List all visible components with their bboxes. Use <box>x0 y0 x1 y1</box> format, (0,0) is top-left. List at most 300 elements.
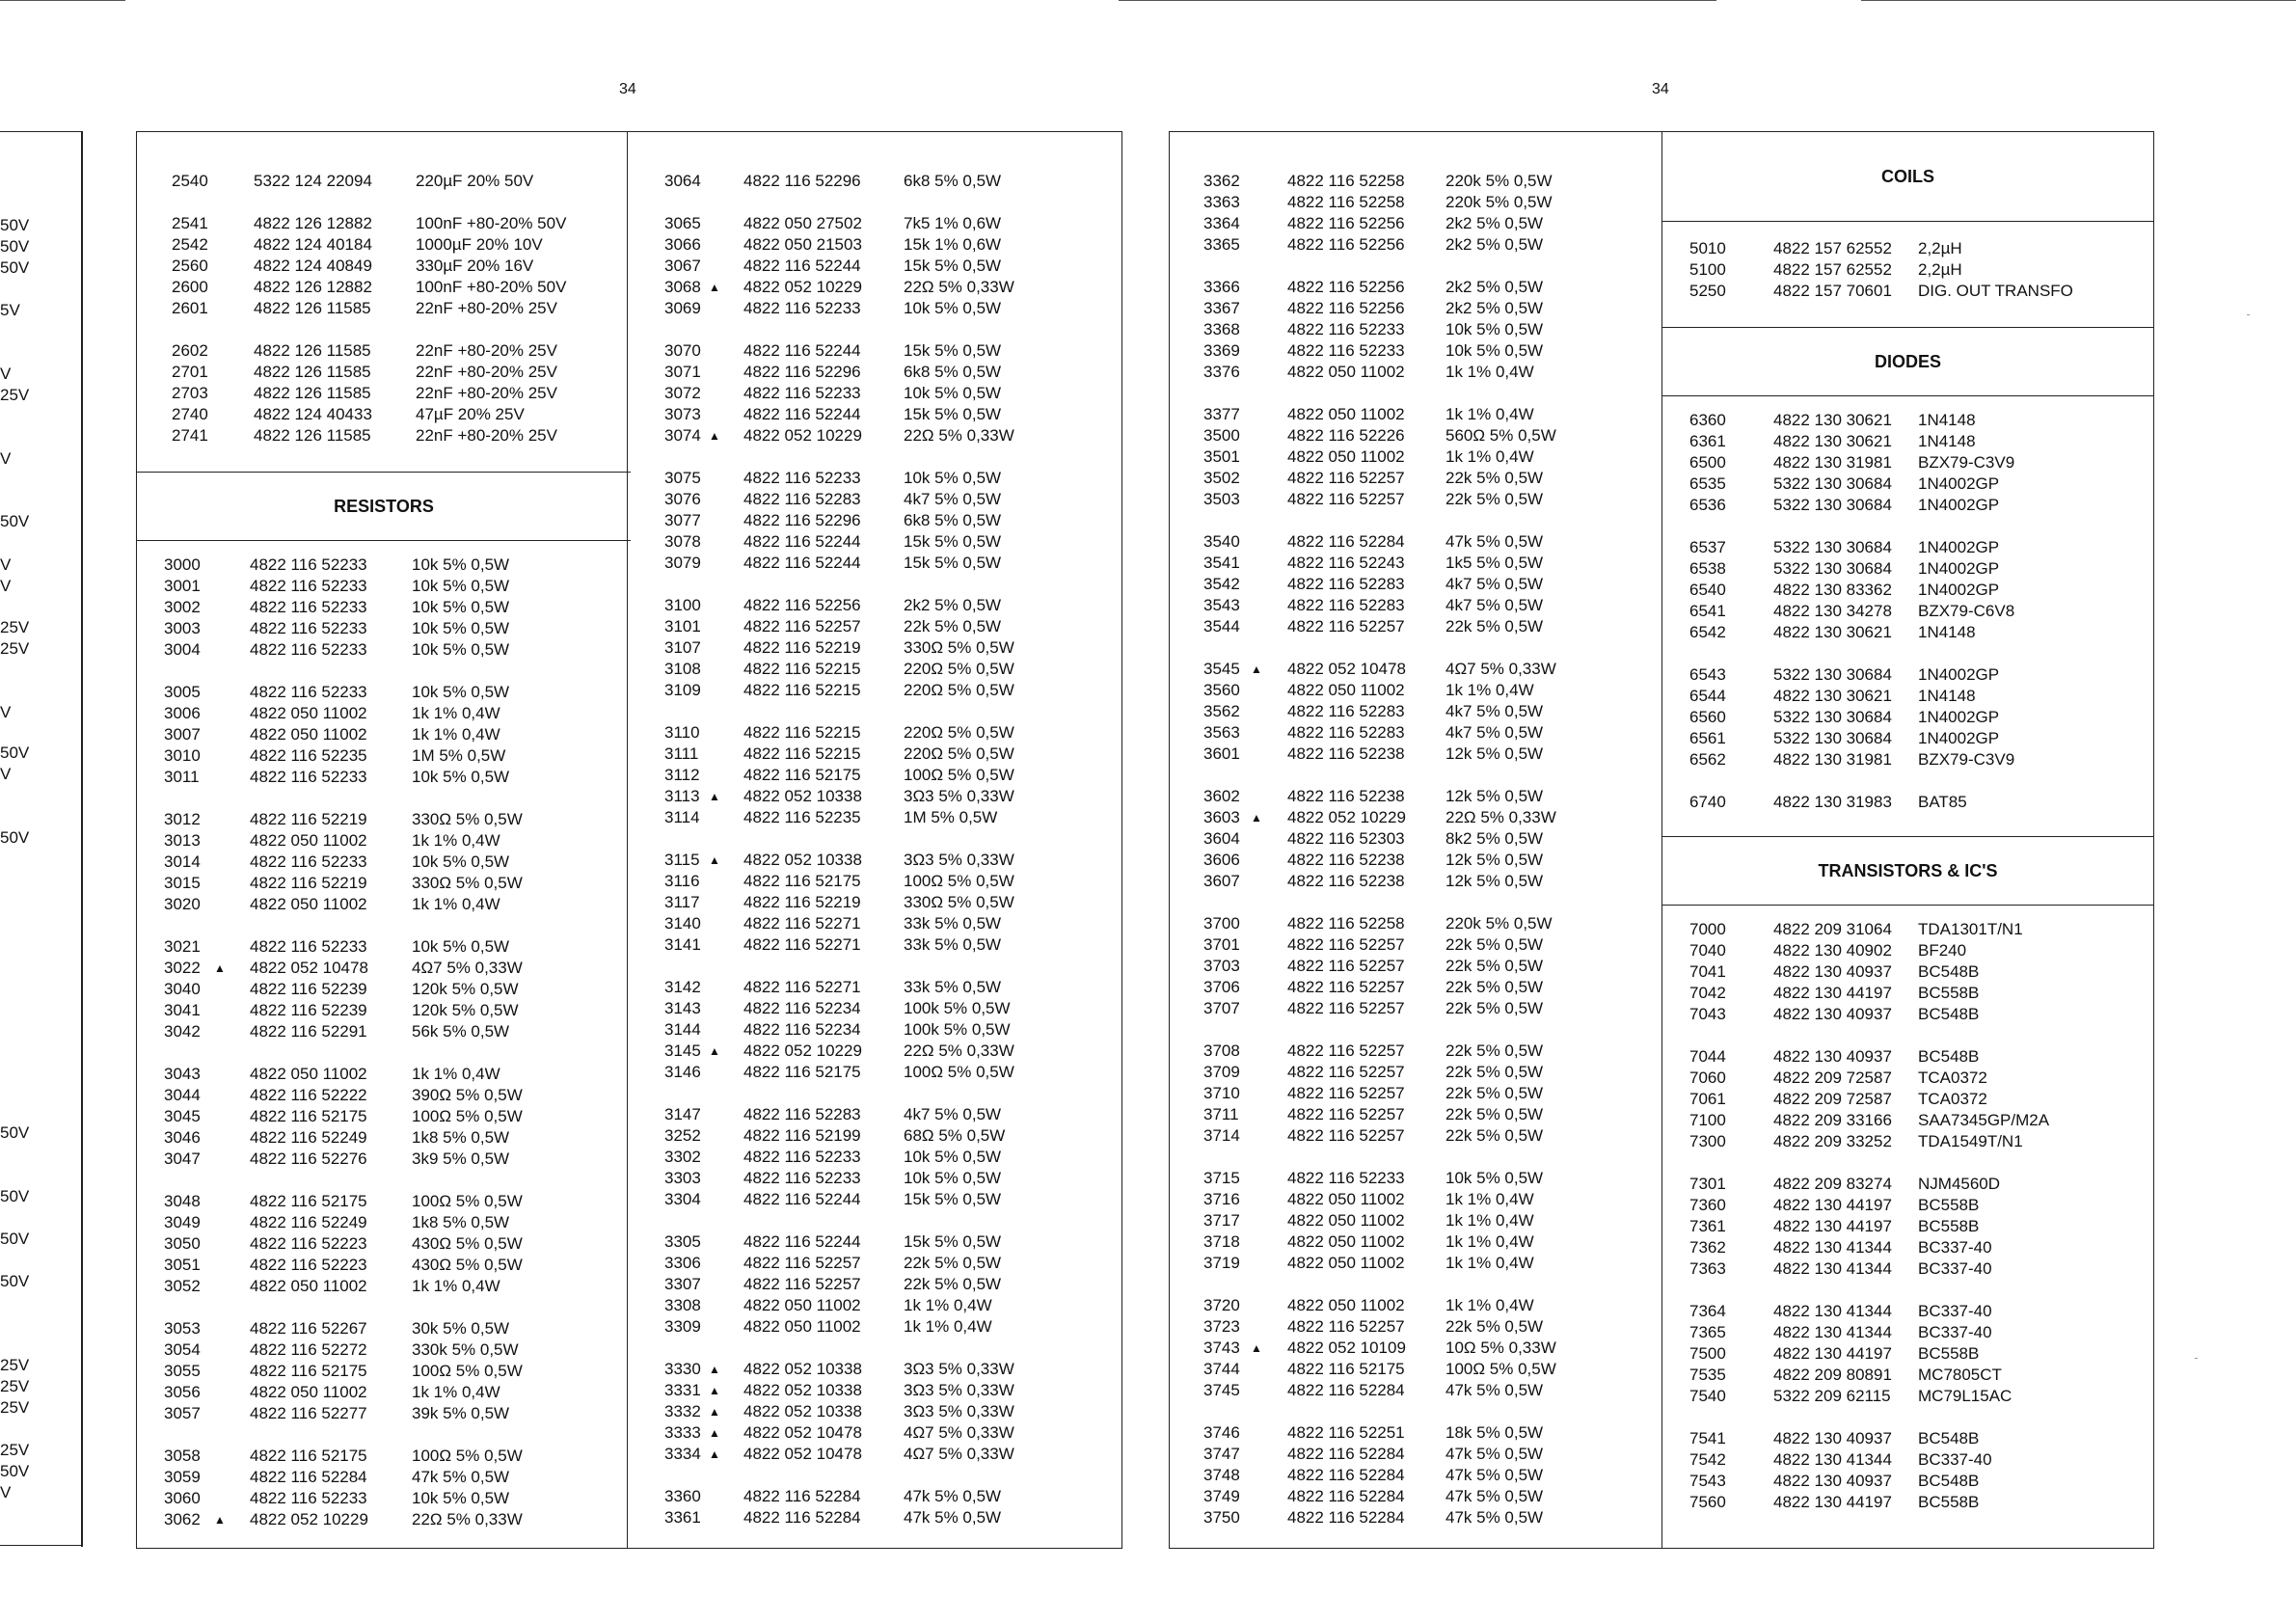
edge-text-fragment: 25V <box>0 1377 30 1395</box>
edge-text-fragment: 50V <box>0 1462 30 1480</box>
description: 15k 5% 0,5W <box>904 1190 1002 1208</box>
part-row <box>1662 1343 2153 1365</box>
position-number: 3744 <box>1203 1360 1240 1378</box>
part-row <box>1170 998 1665 1019</box>
part-row <box>1170 828 1665 850</box>
edge-text-fragment: 50V <box>0 1230 30 1248</box>
part-row <box>628 171 1121 192</box>
ordering-code: 4822 050 11002 <box>1287 405 1405 423</box>
part-row <box>137 830 631 852</box>
ordering-code: 4822 052 10338 <box>743 1360 862 1378</box>
description: TDA1549T/N1 <box>1918 1132 2023 1150</box>
position-number: 3377 <box>1203 405 1240 423</box>
part-row <box>137 767 631 788</box>
ordering-code: 5322 130 30684 <box>1773 665 1892 684</box>
position-number: 6544 <box>1689 687 1726 705</box>
description: 15k 5% 0,5W <box>904 1232 1002 1251</box>
description: 10k 5% 0,5W <box>904 1148 1002 1166</box>
ordering-code: 4822 116 52257 <box>1287 617 1405 636</box>
description: 47k 5% 0,5W <box>1445 1466 1544 1484</box>
position-number: 3112 <box>664 766 700 784</box>
position-number: 2740 <box>172 405 208 423</box>
resistors-heading: RESISTORS <box>137 472 631 541</box>
position-number: 3110 <box>664 723 700 742</box>
description: 4Ω7 5% 0,33W <box>904 1423 1014 1442</box>
part-row <box>1662 281 2153 302</box>
description: 10k 5% 0,5W <box>1445 1169 1544 1187</box>
description: 10k 5% 0,5W <box>904 1169 1002 1187</box>
ordering-code: 4822 130 44197 <box>1773 1196 1892 1214</box>
part-row <box>1170 616 1665 637</box>
part-row <box>628 1189 1121 1210</box>
part-row <box>628 213 1121 234</box>
part-row <box>1662 558 2153 580</box>
position-number: 7560 <box>1689 1493 1726 1511</box>
left-parts-panel <box>136 131 1122 1549</box>
position-number: 3052 <box>164 1277 201 1295</box>
ordering-code: 4822 116 52277 <box>250 1404 367 1422</box>
part-row <box>1170 171 1665 192</box>
ordering-code: 4822 130 41344 <box>1773 1238 1892 1257</box>
row-spacer <box>137 788 631 809</box>
part-row <box>137 1064 631 1085</box>
resistor-list-continued <box>628 171 1121 1528</box>
description: 4k7 5% 0,5W <box>904 1105 1002 1123</box>
description: 47k 5% 0,5W <box>1445 1487 1544 1505</box>
position-number: 3107 <box>664 638 701 657</box>
description: 4k7 5% 0,5W <box>1445 596 1544 614</box>
position-number: 7360 <box>1689 1196 1726 1214</box>
part-row <box>1170 701 1665 722</box>
ordering-code: 4822 116 52257 <box>1287 1317 1405 1336</box>
ordering-code: 4822 116 52257 <box>1287 469 1405 487</box>
row-spacer <box>1662 1407 2153 1428</box>
ordering-code: 4822 130 41344 <box>1773 1302 1892 1320</box>
position-number: 3700 <box>1203 914 1240 933</box>
ordering-code: 4822 116 52175 <box>743 872 861 890</box>
row-spacer <box>137 661 631 682</box>
description: 22nF +80-20% 25V <box>416 299 557 317</box>
description: 6k8 5% 0,5W <box>904 363 1002 381</box>
ordering-code: 4822 130 41344 <box>1773 1450 1892 1469</box>
ordering-code: 4822 116 52215 <box>743 681 861 699</box>
ordering-code: 4822 116 52303 <box>1287 829 1405 848</box>
part-row <box>628 1253 1121 1274</box>
description: 1k 1% 0,4W <box>1445 447 1534 466</box>
position-number: 7362 <box>1689 1238 1726 1257</box>
part-row <box>1170 1210 1665 1231</box>
position-number: 3708 <box>1203 1041 1240 1060</box>
part-row <box>1662 1216 2153 1237</box>
part-row <box>1170 1338 1665 1359</box>
position-number: 7060 <box>1689 1068 1726 1087</box>
position-number: 3046 <box>164 1128 201 1147</box>
ordering-code: 4822 050 11002 <box>1287 1254 1405 1272</box>
position-number: 3074 <box>664 426 701 445</box>
part-row <box>137 958 631 979</box>
description: 47k 5% 0,5W <box>1445 1381 1544 1399</box>
description: 10k 5% 0,5W <box>1445 320 1544 338</box>
safety-mark-icon: ▲ <box>709 1363 720 1376</box>
position-number: 3369 <box>1203 341 1240 360</box>
ordering-code: 4822 130 41344 <box>1773 1259 1892 1278</box>
previous-page-border-bottom <box>0 1545 82 1546</box>
description: 2,2µH <box>1918 260 1962 279</box>
description: 10Ω 5% 0,33W <box>1445 1339 1556 1357</box>
description: 430Ω 5% 0,5W <box>412 1256 523 1274</box>
description: BC337-40 <box>1918 1238 1992 1257</box>
position-number: 3302 <box>664 1148 701 1166</box>
part-row <box>137 1361 631 1382</box>
position-number: 7361 <box>1689 1217 1726 1235</box>
ordering-code: 4822 124 40184 <box>254 235 372 254</box>
position-number: 3072 <box>664 384 701 402</box>
part-row <box>628 1507 1121 1528</box>
description: 22k 5% 0,5W <box>1445 1105 1544 1123</box>
description: 6k8 5% 0,5W <box>904 511 1002 529</box>
part-row <box>628 362 1121 383</box>
position-number: 3144 <box>664 1020 701 1039</box>
description: BZX79-C6V8 <box>1918 602 2015 620</box>
edge-text-fragment: V <box>0 577 12 595</box>
position-number: 3051 <box>164 1256 201 1274</box>
position-number: 3749 <box>1203 1487 1240 1505</box>
ordering-code: 4822 116 52267 <box>250 1319 367 1338</box>
edge-text-fragment: V <box>0 1483 12 1501</box>
part-row <box>137 234 631 256</box>
position-number: 2540 <box>172 172 208 190</box>
part-row <box>1662 1195 2153 1216</box>
position-number: 7044 <box>1689 1047 1726 1066</box>
ordering-code: 4822 050 11002 <box>250 1277 367 1295</box>
part-row <box>628 913 1121 934</box>
part-row <box>137 362 631 383</box>
safety-mark-icon: ▲ <box>709 1447 720 1461</box>
position-number: 3365 <box>1203 235 1240 254</box>
description: 4k7 5% 0,5W <box>1445 575 1544 593</box>
position-number: 3147 <box>664 1105 701 1123</box>
part-row <box>1662 940 2153 961</box>
description: 22k 5% 0,5W <box>1445 1126 1544 1145</box>
part-row <box>628 786 1121 807</box>
row-spacer <box>1662 516 2153 537</box>
part-row <box>628 977 1121 998</box>
part-row <box>1662 749 2153 771</box>
ordering-code: 4822 116 52175 <box>250 1447 367 1465</box>
part-row <box>1170 1125 1665 1147</box>
description: 390Ω 5% 0,5W <box>412 1086 523 1104</box>
position-number: 3745 <box>1203 1381 1240 1399</box>
left-column-capacitors-resistors <box>137 132 631 1548</box>
part-row <box>137 1339 631 1361</box>
position-number: 3743 <box>1203 1339 1240 1357</box>
position-number: 6543 <box>1689 665 1726 684</box>
position-number: 3055 <box>164 1362 201 1380</box>
description: 47k 5% 0,5W <box>1445 1508 1544 1527</box>
ordering-code: 4822 130 83362 <box>1773 581 1892 599</box>
row-spacer <box>1170 510 1665 531</box>
part-row <box>1170 659 1665 680</box>
description: 12k 5% 0,5W <box>1445 872 1544 890</box>
ordering-code: 4822 116 52283 <box>1287 723 1405 742</box>
description: 1k 1% 0,4W <box>904 1317 992 1336</box>
row-spacer <box>1170 256 1665 277</box>
position-number: 3333 <box>664 1423 701 1442</box>
part-row <box>628 1359 1121 1380</box>
description: 10k 5% 0,5W <box>412 577 510 595</box>
description: 220Ω 5% 0,5W <box>904 660 1014 678</box>
description: 120k 5% 0,5W <box>412 1001 519 1019</box>
ordering-code: 4822 126 12882 <box>254 214 372 232</box>
part-row <box>628 1231 1121 1253</box>
description: 330Ω 5% 0,5W <box>412 810 523 828</box>
ordering-code: 4822 116 52244 <box>743 1190 861 1208</box>
ordering-code: 4822 116 52244 <box>743 405 861 423</box>
part-row <box>1170 489 1665 510</box>
ordering-code: 4822 116 52284 <box>1287 1466 1405 1484</box>
part-row <box>1662 1089 2153 1110</box>
description: NJM4560D <box>1918 1175 2001 1193</box>
position-number: 3109 <box>664 681 701 699</box>
description: 560Ω 5% 0,5W <box>1445 426 1556 445</box>
description: 22Ω 5% 0,33W <box>904 426 1014 445</box>
part-row <box>137 555 631 576</box>
part-row <box>1170 319 1665 340</box>
description: 100k 5% 0,5W <box>904 999 1011 1017</box>
description: 12k 5% 0,5W <box>1445 744 1544 763</box>
ordering-code: 4822 116 52243 <box>1287 554 1405 572</box>
description: BC337-40 <box>1918 1259 1992 1278</box>
part-row <box>628 510 1121 531</box>
ordering-code: 4822 116 52244 <box>743 532 861 551</box>
ordering-code: 4822 157 62552 <box>1773 260 1892 279</box>
ordering-code: 4822 130 31981 <box>1773 453 1892 472</box>
position-number: 2701 <box>172 363 208 381</box>
position-number: 3541 <box>1203 554 1240 572</box>
transistors-list <box>1662 919 2153 1513</box>
part-row <box>628 1380 1121 1401</box>
part-row <box>1662 728 2153 749</box>
description: 1M 5% 0,5W <box>904 808 998 826</box>
description: 10k 5% 0,5W <box>1445 341 1544 360</box>
description: 220k 5% 0,5W <box>1445 172 1553 190</box>
row-spacer <box>1170 1274 1665 1295</box>
position-number: 3500 <box>1203 426 1240 445</box>
position-number: 3332 <box>664 1402 701 1420</box>
part-row <box>1170 1189 1665 1210</box>
position-number: 3005 <box>164 683 201 701</box>
description: DIG. OUT TRANSFO <box>1918 282 2073 300</box>
row-spacer <box>1170 383 1665 404</box>
ordering-code: 4822 052 10229 <box>743 278 862 296</box>
part-row <box>1662 259 2153 281</box>
description: 100Ω 5% 0,5W <box>1445 1360 1556 1378</box>
description: BC548B <box>1918 1005 1980 1023</box>
part-row <box>1170 1316 1665 1338</box>
description: 47k 5% 0,5W <box>904 1508 1002 1527</box>
row-spacer <box>137 1170 631 1191</box>
position-number: 3022 <box>164 959 201 977</box>
description: 22nF +80-20% 25V <box>416 426 557 445</box>
part-row <box>137 213 631 234</box>
part-row <box>1662 238 2153 259</box>
description: 56k 5% 0,5W <box>412 1022 510 1041</box>
position-number: 3007 <box>164 725 201 744</box>
part-row <box>628 531 1121 553</box>
part-row <box>628 404 1121 425</box>
part-row <box>1662 1258 2153 1280</box>
position-number: 3001 <box>164 577 201 595</box>
description: 15k 5% 0,5W <box>904 532 1002 551</box>
description: 22k 5% 0,5W <box>1445 999 1544 1017</box>
column-coils-diodes-transistors <box>1661 132 2153 1548</box>
description: 4k7 5% 0,5W <box>1445 702 1544 720</box>
part-row <box>137 277 631 298</box>
edge-text-fragment: 50V <box>0 258 30 277</box>
description: 1k 1% 0,4W <box>1445 1211 1534 1230</box>
description: BC548B <box>1918 1047 1980 1066</box>
part-row <box>1170 531 1665 553</box>
position-number: 3141 <box>664 935 701 954</box>
description: 15k 5% 0,5W <box>904 554 1002 572</box>
part-row <box>1662 961 2153 983</box>
part-row <box>137 171 631 192</box>
ordering-code: 4822 050 11002 <box>743 1317 861 1336</box>
edge-text-fragment: V <box>0 555 12 574</box>
edge-text-fragment: 50V <box>0 828 30 847</box>
ordering-code: 4822 052 10478 <box>250 959 368 977</box>
part-row <box>1662 1386 2153 1407</box>
ordering-code: 4822 052 10338 <box>743 851 862 869</box>
description: 330Ω 5% 0,5W <box>904 638 1014 657</box>
description: 1M 5% 0,5W <box>412 746 506 765</box>
ordering-code: 4822 116 52296 <box>743 511 861 529</box>
position-number: 3501 <box>1203 447 1240 466</box>
part-row <box>628 637 1121 659</box>
position-number: 3363 <box>1203 193 1240 211</box>
description: 220Ω 5% 0,5W <box>904 723 1014 742</box>
part-row <box>1662 1131 2153 1152</box>
description: 3Ω3 5% 0,33W <box>904 787 1014 805</box>
column-resistors-3362 <box>1170 132 1665 1548</box>
position-number: 3076 <box>664 490 701 508</box>
row-spacer <box>628 1210 1121 1231</box>
part-row <box>1170 1359 1665 1380</box>
part-row <box>1170 1486 1665 1507</box>
ordering-code: 4822 130 40902 <box>1773 941 1892 960</box>
ordering-code: 4822 130 30621 <box>1773 623 1892 641</box>
ordering-code: 4822 130 44197 <box>1773 1344 1892 1363</box>
description: 22k 5% 0,5W <box>1445 978 1544 996</box>
position-number: 3334 <box>664 1445 701 1463</box>
description: 10k 5% 0,5W <box>412 937 510 956</box>
ordering-code: 4822 116 52235 <box>743 808 861 826</box>
description: BC548B <box>1918 1472 1980 1490</box>
ordering-code: 4822 130 40937 <box>1773 962 1892 981</box>
description: 2k2 5% 0,5W <box>1445 214 1544 232</box>
part-row <box>1170 595 1665 616</box>
ordering-code: 4822 130 44197 <box>1773 1493 1892 1511</box>
ordering-code: 4822 130 40937 <box>1773 1472 1892 1490</box>
position-number: 5100 <box>1689 260 1726 279</box>
position-number: 3006 <box>164 704 201 722</box>
part-row <box>1170 1041 1665 1062</box>
previous-page-border <box>81 131 83 1547</box>
description: 1N4148 <box>1918 432 1976 450</box>
part-row <box>1662 919 2153 940</box>
position-number: 3064 <box>664 172 701 190</box>
row-spacer <box>628 956 1121 977</box>
part-row <box>137 1021 631 1042</box>
part-row <box>1170 850 1665 871</box>
part-row <box>137 873 631 894</box>
part-row <box>1170 1465 1665 1486</box>
row-spacer <box>137 915 631 936</box>
position-number: 7365 <box>1689 1323 1726 1341</box>
ordering-code: 4822 052 10229 <box>1287 808 1406 826</box>
ordering-code: 5322 124 22094 <box>254 172 372 190</box>
part-row <box>137 682 631 703</box>
ordering-code: 4822 116 52233 <box>1287 341 1405 360</box>
position-number: 3145 <box>664 1041 701 1060</box>
ordering-code: 4822 116 52284 <box>743 1508 861 1527</box>
row-spacer <box>628 192 1121 213</box>
description: 4k7 5% 0,5W <box>1445 723 1544 742</box>
ordering-code: 4822 116 52233 <box>250 768 367 786</box>
ordering-code: 4822 116 52233 <box>1287 320 1405 338</box>
part-row <box>628 277 1121 298</box>
description: 1N4002GP <box>1918 665 2000 684</box>
ordering-code: 4822 052 10109 <box>1287 1339 1406 1357</box>
ordering-code: 4822 130 44197 <box>1773 1217 1892 1235</box>
ordering-code: 4822 116 52199 <box>743 1126 861 1145</box>
description: 15k 5% 0,5W <box>904 405 1002 423</box>
description: 4Ω7 5% 0,33W <box>904 1445 1014 1463</box>
description: 100Ω 5% 0,5W <box>412 1107 523 1125</box>
part-row <box>1662 473 2153 495</box>
position-number: 3602 <box>1203 787 1240 805</box>
description: 1k 1% 0,4W <box>1445 1296 1534 1314</box>
position-number: 3560 <box>1203 681 1240 699</box>
description: 30k 5% 0,5W <box>412 1319 510 1338</box>
position-number: 6500 <box>1689 453 1726 472</box>
row-spacer <box>1170 765 1665 786</box>
ordering-code: 4822 116 52244 <box>743 341 861 360</box>
part-row <box>1170 977 1665 998</box>
ordering-code: 4822 116 52233 <box>743 469 861 487</box>
ordering-code: 4822 116 52175 <box>743 766 861 784</box>
position-number: 3067 <box>664 257 701 275</box>
description: 33k 5% 0,5W <box>904 914 1002 933</box>
position-number: 3748 <box>1203 1466 1240 1484</box>
description: 22k 5% 0,5W <box>1445 935 1544 954</box>
part-row <box>1662 983 2153 1004</box>
position-number: 3719 <box>1203 1254 1240 1272</box>
ordering-code: 4822 116 52215 <box>743 744 861 763</box>
part-row <box>1662 580 2153 601</box>
description: 22k 5% 0,5W <box>904 617 1002 636</box>
ordering-code: 4822 116 52283 <box>743 490 861 508</box>
description: BZX79-C3V9 <box>1918 750 2015 769</box>
description: SAA7345GP/M2A <box>1918 1111 2050 1129</box>
description: 100Ω 5% 0,5W <box>412 1447 523 1465</box>
part-row <box>628 1444 1121 1465</box>
ordering-code: 4822 126 11585 <box>254 363 371 381</box>
position-number: 3020 <box>164 895 201 913</box>
part-row <box>628 1062 1121 1083</box>
description: 10k 5% 0,5W <box>904 384 1002 402</box>
part-row <box>137 724 631 745</box>
